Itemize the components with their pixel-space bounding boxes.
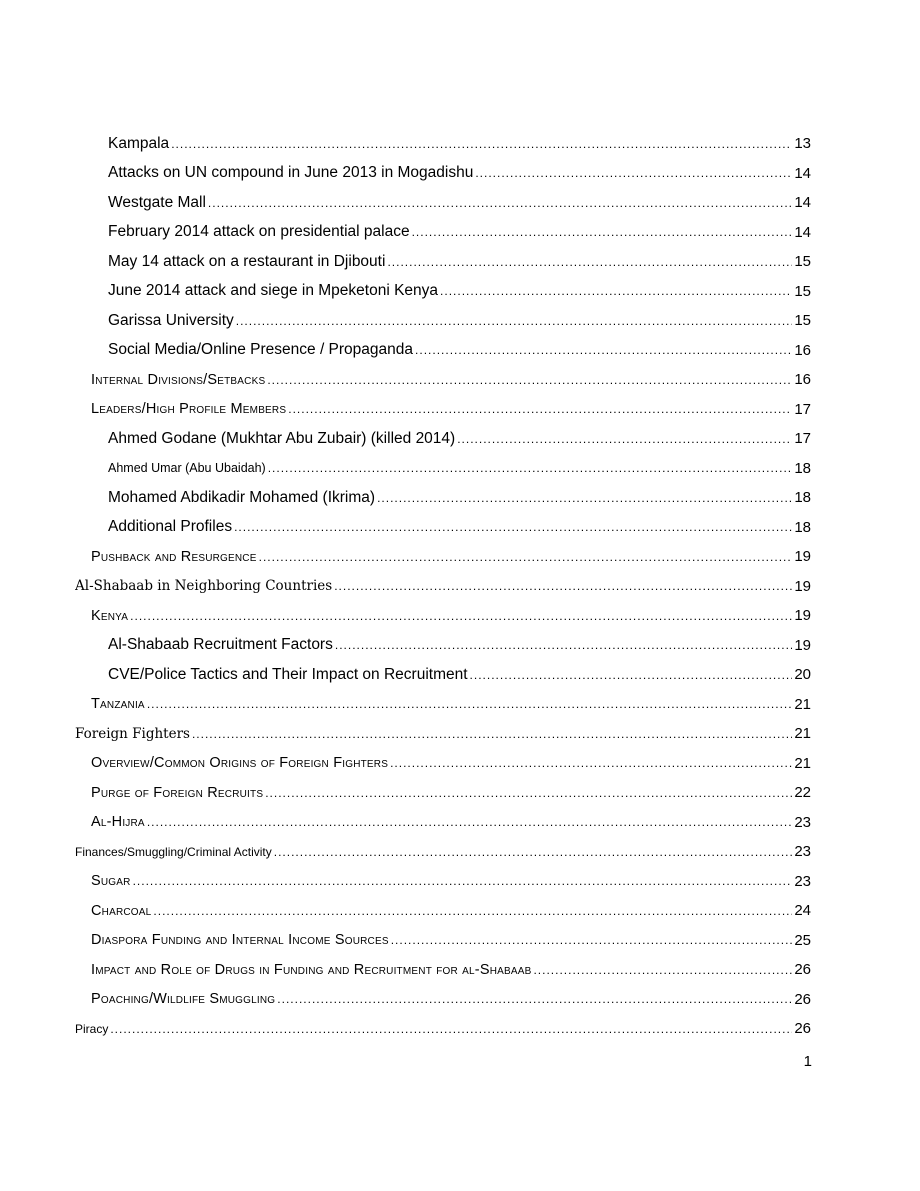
dot-leader — [277, 992, 792, 1006]
toc-entry-title: Finances/Smuggling/Criminal Activity — [75, 844, 272, 859]
toc-entry-title: Additional Profiles — [108, 518, 233, 536]
dot-leader — [391, 933, 793, 947]
toc-entry-neighboring-countries[interactable] — [75, 572, 811, 602]
toc-entry-page: 26 — [794, 961, 811, 979]
dot-leader — [147, 815, 793, 829]
toc-entry-page: 14 — [794, 223, 811, 241]
toc-entry-page: 18 — [794, 518, 811, 536]
toc-entry-ahmed-umar[interactable] — [108, 454, 811, 484]
toc-entry-title: Al-Shabaab in Neighboring Countries — [75, 578, 333, 595]
toc-entry-page: 17 — [794, 400, 811, 418]
toc-entry-page: 21 — [794, 725, 811, 743]
toc-entry-piracy[interactable] — [75, 1014, 811, 1044]
toc-entry-page: 19 — [794, 548, 811, 566]
toc-entry-page: 26 — [794, 990, 811, 1008]
toc-entry-mohamed-abdikadir[interactable] — [108, 483, 811, 513]
toc-entry-page: 21 — [794, 695, 811, 713]
toc-entry-title: Ahmed Umar (Abu Ubaidah) — [108, 461, 266, 476]
toc-entry-title: Pushback and Resurgence — [91, 548, 257, 565]
toc-entry-title: February 2014 attack on presidential palace — [108, 223, 410, 241]
toc-entry-djibouti[interactable] — [108, 247, 811, 277]
dot-leader — [533, 963, 792, 977]
toc-entry-overview-origins[interactable] — [91, 749, 811, 779]
toc-entry-title: Overview/Common Origins of Foreign Fighters — [91, 755, 389, 772]
dot-leader — [153, 904, 792, 918]
toc-entry-page: 14 — [794, 164, 811, 182]
dot-leader — [267, 373, 792, 387]
dot-leader — [259, 550, 793, 564]
dot-leader — [440, 284, 792, 298]
dot-leader — [415, 343, 792, 357]
toc-entry-kampala[interactable] — [108, 129, 811, 159]
toc-entry-tanzania[interactable] — [91, 690, 811, 720]
toc-entry-page: 16 — [794, 341, 811, 359]
toc-entry-page: 23 — [794, 813, 811, 831]
toc-entry-title: Social Media/Online Presence / Propaganda — [108, 341, 414, 359]
toc-entry-page: 16 — [794, 371, 811, 389]
toc-entry-title: Sugar — [91, 873, 131, 890]
toc-entry-page: 17 — [794, 430, 811, 448]
toc-entry-purge-recruits[interactable] — [91, 778, 811, 808]
toc-entry-page: 15 — [794, 312, 811, 330]
toc-entry-sugar[interactable] — [91, 867, 811, 897]
toc-entry-page: 19 — [794, 636, 811, 654]
table-of-contents — [0, 129, 920, 1044]
toc-entry-title: May 14 attack on a restaurant in Djibouti — [108, 252, 386, 270]
toc-entry-kenya[interactable] — [91, 601, 811, 631]
toc-entry-title: Garissa University — [108, 311, 234, 329]
toc-entry-un-compound[interactable] — [108, 159, 811, 189]
dot-leader — [171, 137, 792, 151]
toc-entry-title: Purge of Foreign Recruits — [91, 784, 264, 801]
dot-leader — [274, 845, 793, 859]
dot-leader — [390, 756, 792, 770]
toc-entry-title: Attacks on UN compound in June 2013 in Mogadishu — [108, 164, 474, 182]
toc-entry-garissa-university[interactable] — [108, 306, 811, 336]
toc-entry-title: Leaders/High Profile Members — [91, 401, 287, 418]
toc-entry-page: 18 — [794, 459, 811, 477]
toc-entry-title: Tanzania — [91, 696, 145, 713]
toc-entry-internal-divisions[interactable] — [91, 365, 811, 395]
dot-leader — [147, 697, 793, 711]
toc-entry-title: Internal Divisions/Setbacks — [91, 371, 266, 388]
toc-entry-charcoal[interactable] — [91, 896, 811, 926]
toc-entry-title: Foreign Fighters — [75, 725, 190, 742]
toc-entry-title: Impact and Role of Drugs in Funding and Recruitment for al-Shabaab — [91, 961, 532, 978]
toc-entry-finances[interactable] — [75, 837, 811, 867]
dot-leader — [457, 432, 792, 446]
toc-entry-title: Piracy — [75, 1021, 109, 1036]
toc-entry-page: 14 — [794, 194, 811, 212]
toc-entry-ahmed-godane[interactable] — [108, 424, 811, 454]
toc-entry-pushback[interactable] — [91, 542, 811, 572]
toc-entry-page: 20 — [794, 666, 811, 684]
toc-entry-page: 24 — [794, 902, 811, 920]
dot-leader — [130, 609, 792, 623]
toc-entry-page: 22 — [794, 784, 811, 802]
dot-leader — [234, 520, 792, 534]
toc-entry-page: 19 — [794, 607, 811, 625]
toc-entry-leaders[interactable] — [91, 395, 811, 425]
toc-entry-page: 25 — [794, 931, 811, 949]
toc-entry-page: 18 — [794, 489, 811, 507]
toc-entry-al-hijra[interactable] — [91, 808, 811, 838]
toc-entry-title: Al-Shabaab Recruitment Factors — [108, 636, 333, 654]
toc-entry-poaching[interactable] — [91, 985, 811, 1015]
toc-entry-title: Westgate Mall — [108, 193, 206, 211]
page-number: 1 — [803, 1053, 812, 1070]
toc-entry-diaspora-funding[interactable] — [91, 926, 811, 956]
toc-entry-page: 13 — [794, 135, 811, 153]
toc-entry-recruitment-factors[interactable] — [108, 631, 811, 661]
dot-leader — [335, 638, 792, 652]
toc-entry-page: 26 — [794, 1020, 811, 1038]
dot-leader — [412, 225, 793, 239]
dot-leader — [133, 874, 793, 888]
toc-entry-social-media[interactable] — [108, 336, 811, 366]
toc-entry-westgate-mall[interactable] — [108, 188, 811, 218]
toc-entry-title: Kampala — [108, 134, 170, 152]
toc-entry-additional-profiles[interactable] — [108, 513, 811, 543]
dot-leader — [110, 1022, 792, 1036]
toc-entry-cve-police[interactable] — [108, 660, 811, 690]
toc-entry-mpeketoni[interactable] — [108, 277, 811, 307]
dot-leader — [192, 727, 792, 741]
toc-entry-page: 15 — [794, 282, 811, 300]
dot-leader — [236, 314, 793, 328]
toc-entry-page: 21 — [794, 754, 811, 772]
dot-leader — [475, 166, 792, 180]
dot-leader — [265, 786, 792, 800]
dot-leader — [208, 196, 792, 210]
toc-entry-title: Kenya — [91, 607, 129, 624]
toc-entry-page: 23 — [794, 843, 811, 861]
dot-leader — [288, 402, 792, 416]
toc-entry-title: Poaching/Wildlife Smuggling — [91, 991, 276, 1008]
toc-entry-title: Ahmed Godane (Mukhtar Abu Zubair) (killed 2014) — [108, 429, 456, 447]
toc-entry-title: Al-Hijra — [91, 814, 145, 831]
toc-entry-title: June 2014 attack and siege in Mpeketoni Kenya — [108, 282, 439, 300]
dot-leader — [268, 461, 793, 475]
dot-leader — [387, 255, 792, 269]
dot-leader — [377, 491, 792, 505]
toc-entry-page: 19 — [794, 577, 811, 595]
toc-entry-foreign-fighters[interactable] — [75, 719, 811, 749]
toc-entry-drugs[interactable] — [91, 955, 811, 985]
dot-leader — [334, 579, 792, 593]
dot-leader — [470, 668, 793, 682]
toc-entry-title: Diaspora Funding and Internal Income Sources — [91, 932, 389, 949]
toc-entry-page: 15 — [794, 253, 811, 271]
toc-entry-presidential-palace[interactable] — [108, 218, 811, 248]
toc-entry-page: 23 — [794, 872, 811, 890]
toc-entry-title: Charcoal — [91, 902, 152, 919]
toc-entry-title: Mohamed Abdikadir Mohamed (Ikrima) — [108, 488, 376, 506]
toc-entry-title: CVE/Police Tactics and Their Impact on Recruitment — [108, 665, 468, 683]
